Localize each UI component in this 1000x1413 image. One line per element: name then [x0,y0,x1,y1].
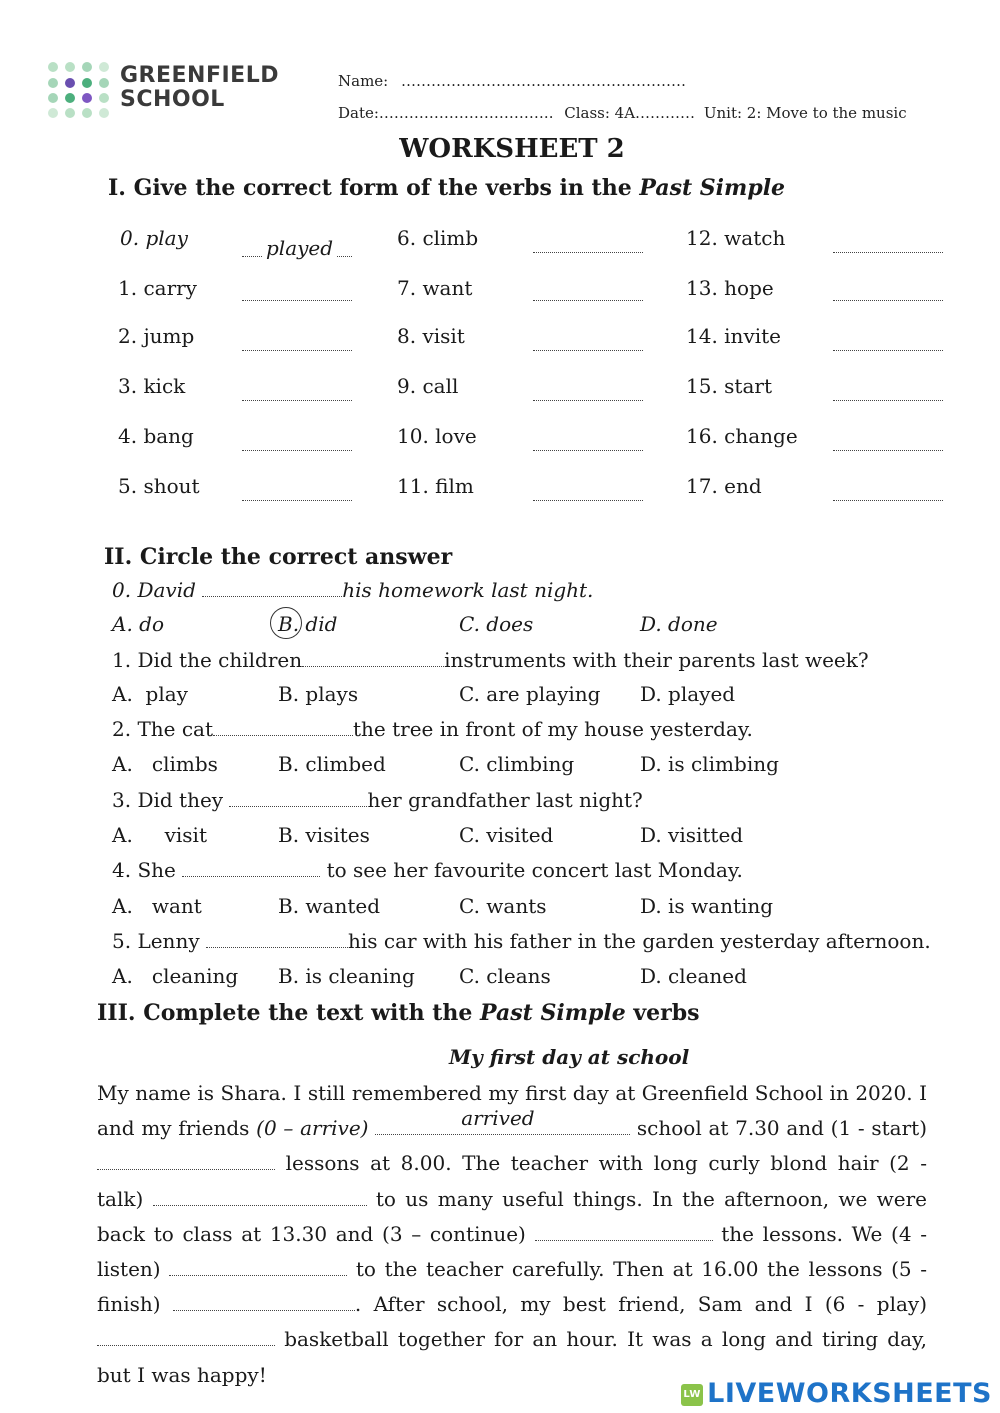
verb-item: 10. love [397,424,477,448]
section3-heading [97,1000,700,1026]
class-field: Class: 4A………… [564,104,696,122]
answer-input[interactable] [533,450,643,451]
question-text: 2. The cat [112,717,214,741]
story-text: My name is Shara. I still remembered my first day at Greenfield School in 2020. I and my friends [97,1081,927,1141]
question-text: 5. Lenny [112,929,200,953]
question-text: instruments with their parents last week? [444,648,869,672]
option: A. do [112,612,165,636]
example-question [112,578,593,602]
answer-input[interactable] [242,450,352,451]
question-text: 4. She [112,858,176,882]
verb-item: 14. invite [686,324,782,348]
liveworksheets-logo [681,1378,992,1409]
question-blank [182,860,320,877]
question-1 [112,648,869,672]
story-text: school at 7.30 and (1 - start) [630,1116,928,1141]
name-label: Name: [338,72,389,90]
question-text: her grandfather last night? [367,788,643,812]
answer-input[interactable] [533,400,643,401]
example-answer: played [263,236,336,260]
verb-item: 15. start [686,374,772,398]
question-4 [112,858,743,882]
question-blank [213,719,353,736]
section1-heading-text: I. Give the correct form of the verbs in the [108,175,640,201]
liveworksheets-badge-icon [681,1384,703,1406]
option[interactable]: C. cleans [459,964,551,988]
unit-label: Unit: 2: Move to the music [703,104,907,122]
story-blank-0 [375,1106,630,1135]
story-text: the lessons. We (4 - listen) [97,1221,928,1282]
option[interactable]: A. play [112,682,188,706]
question-text: 1. Did the children [112,648,303,672]
question-text: to see her favourite concert last Monday. [326,858,743,882]
story-example-answer: arrived [461,1106,535,1130]
option[interactable]: D. visitted [640,823,744,847]
option-selected: B. did [278,612,338,636]
answer-input[interactable] [533,300,643,301]
option[interactable]: C. visited [459,823,554,847]
verb-item: 2. jump [118,324,195,348]
option[interactable]: A. climbs [112,752,218,776]
section3-heading-em: Past Simple [480,1000,626,1026]
story-text: lessons at 8.00. The teacher with long curly blond hair (2 - talk) [97,1151,927,1211]
answer-input[interactable] [533,350,643,351]
verb-item: 7. want [397,276,473,300]
verb-item: 17. end [686,474,762,498]
logo-line1: GREENFIELD [120,63,279,88]
option[interactable]: C. climbing [459,752,575,776]
story-blank-2[interactable] [153,1189,367,1206]
question-text: the tree in front of my house yesterday. [353,717,753,741]
answer-input[interactable] [242,350,352,351]
verb-item: 16. change [686,424,798,448]
story-text: to the teacher carefully. Then at 16.00 the lessons (5 - finish) [97,1257,927,1317]
story-blank-4[interactable] [169,1259,347,1276]
option: C. does [459,612,534,636]
question-text: his homework last night. [342,578,594,602]
verb-item: 5. shout [118,474,200,498]
section3-heading-text: III. Complete the text with the [97,1000,481,1026]
verb-item: 8. visit [397,324,465,348]
page-title: WORKSHEET 2 [399,134,625,164]
brand-text: LIVEWORKSHEETS [707,1378,992,1409]
date-row [338,104,907,122]
option: D. done [640,612,718,636]
option[interactable]: C. wants [459,894,547,918]
verb-item: 12. watch [686,226,786,250]
option[interactable]: D. is climbing [640,752,779,776]
story-title: My first day at school [449,1045,690,1069]
name-row [338,72,686,90]
date-field[interactable]: Date:…………………………….. [338,104,554,122]
question-text: 0. David [112,578,196,602]
answer-input[interactable] [833,500,943,501]
answer-input[interactable] [533,500,643,501]
logo-dots-icon [48,62,110,118]
answer-input[interactable] [242,500,352,501]
verb-item: 13. hope [686,276,774,300]
story-text: basketball together for an hour. It was a long and tiring day, but I was happy! [97,1327,927,1387]
option[interactable]: B. is cleaning [278,964,415,988]
answer-input[interactable] [833,450,943,451]
option[interactable]: A. cleaning [112,964,239,988]
question-text: 3. Did they [112,788,224,812]
badge-text: LW [683,1388,701,1400]
answer-input[interactable] [833,350,943,351]
section1-heading-em: Past Simple [639,175,786,201]
school-logo [120,64,279,112]
question-blank [302,650,444,667]
question-blank [229,790,367,807]
story-hint: (0 – arrive) [256,1116,369,1141]
option[interactable]: A. want [112,894,202,918]
example-verb: 0. play [120,226,188,250]
verb-item: 1. carry [118,276,197,300]
question-blank [206,931,348,948]
story-paragraph [97,1076,927,1393]
verb-item: 9. call [397,374,459,398]
question-blank [202,580,342,597]
option[interactable]: C. are playing [459,682,601,706]
verb-item: 11. film [397,474,474,498]
answer-input[interactable] [833,400,943,401]
story-text: . After school, my best friend, Sam and I (6 - play) [354,1292,927,1317]
story-blank-6[interactable] [97,1329,275,1346]
logo-line2: SCHOOL [120,87,225,112]
option[interactable]: D. is wanting [640,894,774,918]
option[interactable]: B. wanted [278,894,381,918]
option[interactable]: A. visit [112,823,207,847]
answer-input[interactable] [242,400,352,401]
option[interactable]: B. visites [278,823,370,847]
verb-item: 4. bang [118,424,194,448]
answer-input[interactable] [242,300,352,301]
story-blank-3[interactable] [535,1224,713,1241]
story-text: to us many useful things. In the afternoon, we were back to class at 13.30 and (3 – continue) [97,1186,928,1246]
option[interactable]: D. cleaned [640,964,747,988]
section2-heading: II. Circle the correct answer [104,544,453,570]
section3-heading-text: verbs [625,1000,700,1026]
question-5 [112,929,931,953]
verb-item: 3. kick [118,374,186,398]
story-blank-1[interactable] [97,1153,275,1170]
question-text: his car with his father in the garden yesterday afternoon. [347,929,931,953]
section1-heading [108,175,785,201]
answer-input[interactable] [833,300,943,301]
question-3 [112,788,643,812]
name-field[interactable]: ………………………………………………… [401,72,687,90]
option[interactable]: B. climbed [278,752,386,776]
story-blank-5[interactable] [173,1294,355,1311]
option[interactable]: B. plays [278,682,359,706]
answer-input[interactable] [833,252,943,253]
verb-item: 6. climb [397,226,479,250]
option[interactable]: D. played [640,682,736,706]
answer-input[interactable] [533,252,643,253]
question-2 [112,717,753,741]
